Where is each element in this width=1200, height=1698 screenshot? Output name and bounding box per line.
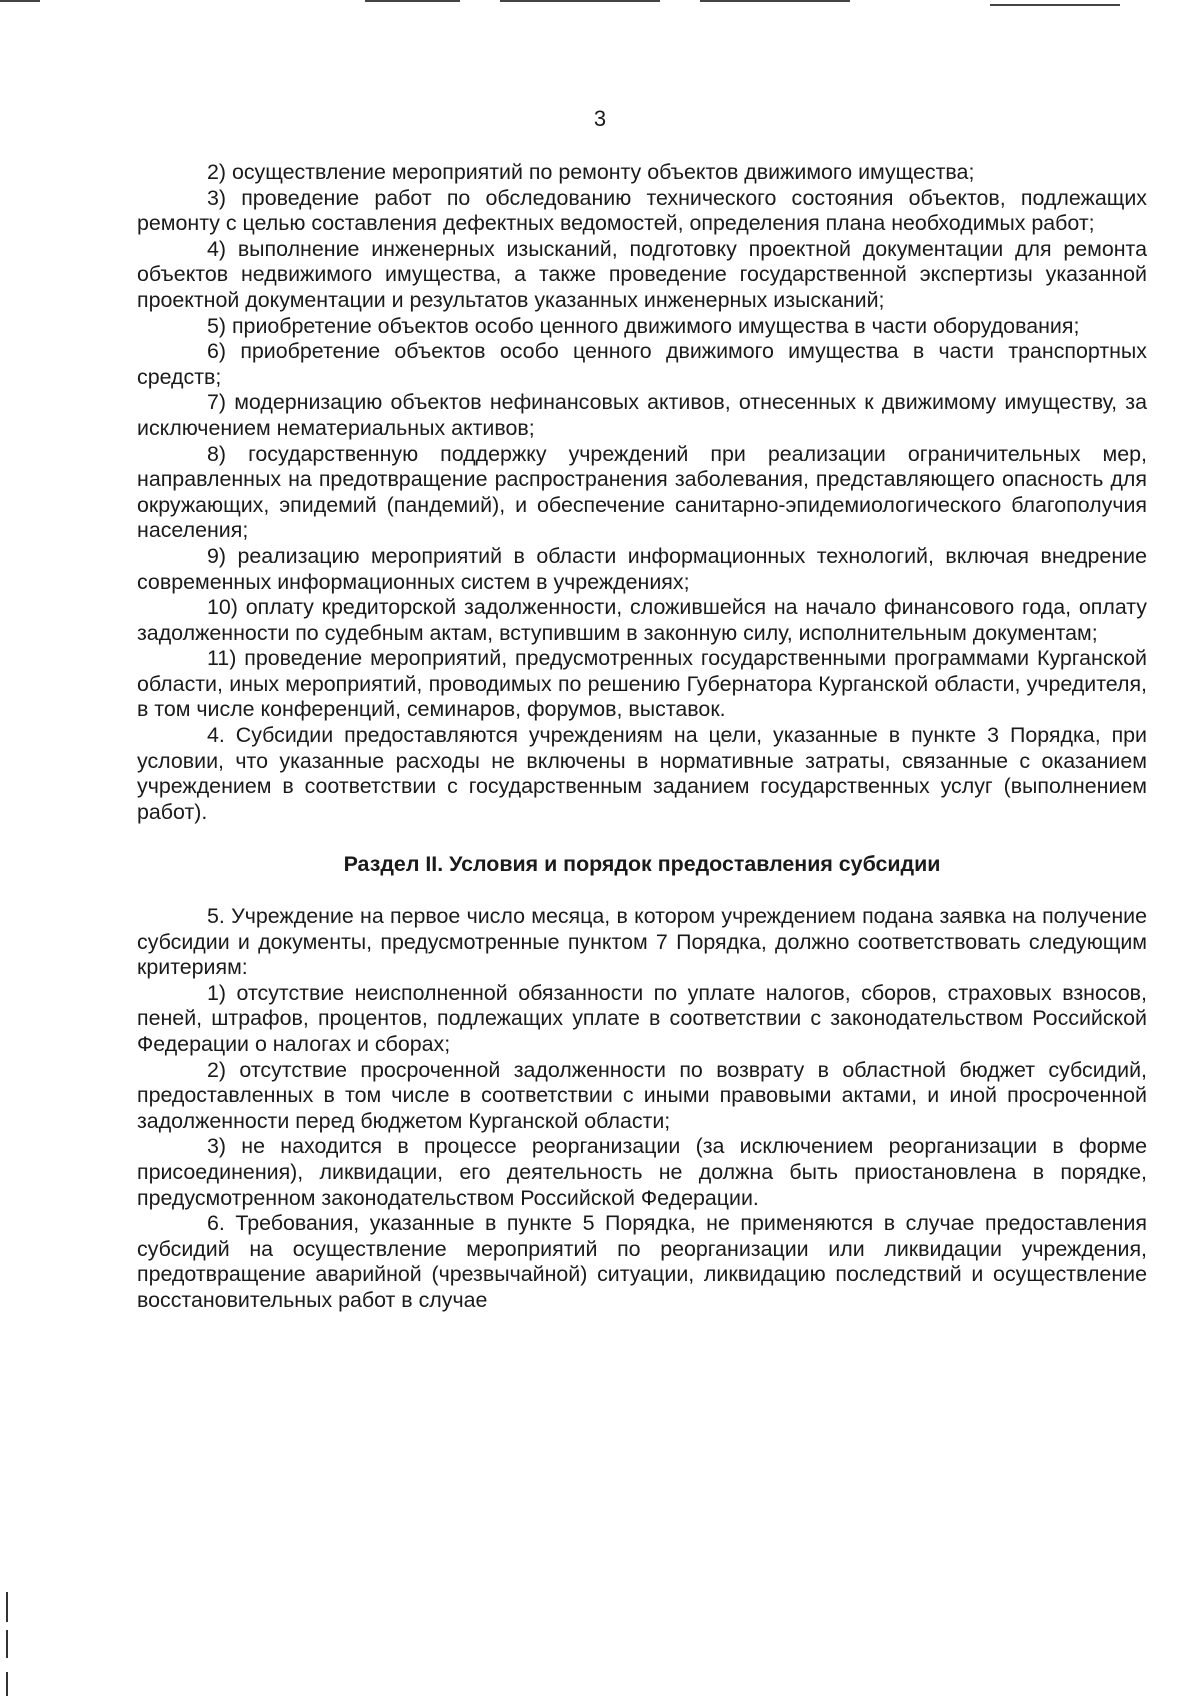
paragraph: 3) проведение работ по обследованию технического состояния объектов, подлежащих ремонту с целью составления дефектных ведомостей, определения плана необходимых работ; [137,185,1147,236]
paragraph: 5. Учреждение на первое число месяца, в котором учреждением подана заявка на получение субсидии и документы, предусмотренные пунктом 7 Порядка, должно соответствовать следующим критериям: [137,904,1147,980]
scan-edge-mark [700,0,850,2]
paragraph: 6) приобретение объектов особо ценного движимого имущества в части транспортных средств; [137,339,1147,389]
scan-edge-mark [6,1630,8,1658]
paragraph: 3) не находится в процессе реорганизации (за исключением реорганизации в форме присоединения), ликвидации, его деятельность не должна быть приостановлена в порядке, предусмотренном законодательством Российской Федерации. [137,1134,1147,1210]
paragraph: 2) осуществление мероприятий по ремонту объектов движимого имущества; [207,160,975,184]
scan-edge-mark [6,1592,8,1622]
paragraph: 9) реализацию мероприятий в области информационных технологий, включая внедрение современных информационных систем в учреждениях; [137,543,1147,594]
page-number: 3 [593,106,607,131]
scan-edge-mark [0,0,40,2]
document-body [137,160,1147,1314]
paragraph: 2) отсутствие просроченной задолженности по возврату в областной бюджет субсидий, предоставленных в том числе в соответствии с иными правовыми актами, и иной просроченной задолженности перед бюджетом Курганской области; [137,1057,1147,1133]
paragraph: 10) оплату кредиторской задолженности, сложившейся на начало финансового года, оплату задолженности по судебным актам, вступившим в законную силу, исполнительным документам; [137,595,1147,645]
scan-edge-mark [365,0,460,2]
section-heading: Раздел II. Условия и порядок предоставления субсидии [343,852,941,877]
scan-edge-mark [6,1672,8,1696]
paragraph: 1) отсутствие неисполненной обязанности по уплате налогов, сборов, страховых взносов, пеней, штрафов, процентов, подлежащих уплате в соответствии с законодательством Российской Федерации о налогах и сборах; [137,980,1147,1056]
paragraph: 8) государственную поддержку учреждений при реализации ограничительных мер, направленных на предотвращение распространения заболевания, представляющего опасность для окружающих, эпидемий (пандемий), и обеспечение санитарно-эпидемиологического благополучия населения; [137,441,1147,543]
paragraph: 7) модернизацию объектов нефинансовых активов, отнесенных к движимому имуществу, за исключением нематериальных активов; [137,390,1147,440]
scan-edge-mark [990,4,1120,6]
paragraph: 11) проведение мероприятий, предусмотренных государственными программами Курганской области, иных мероприятий, проводимых по решению Губернатора Курганской области, учредителя, в том числе конференций, семинаров, форумов, выставок. [137,646,1147,722]
paragraph: 4. Субсидии предоставляются учреждениям на цели, указанные в пункте 3 Порядка, при условии, что указанные расходы не включены в нормативные затраты, связанные с оказанием учреждением в соответствии с государственным заданием государственных услуг (выполнением работ). [137,723,1147,824]
paragraph: 5) приобретение объектов особо ценного движимого имущества в части оборудования; [207,313,1080,338]
paragraph: 4) выполнение инженерных изысканий, подготовку проектной документации для ремонта объектов недвижимого имущества, а также проведение государственной экспертизы указанной проектной документации и результатов указанных инженерных изысканий; [137,236,1147,312]
scan-edge-mark [500,0,660,2]
paragraph: 6. Требования, указанные в пункте 5 Порядка, не применяются в случае предоставления субсидий на осуществление мероприятий по реорганизации или ликвидации учреждения, предотвращение аварийной (чрезвычайной) ситуации, ликвидацию последствий и осуществление восстановительных работ в случае [137,1211,1147,1312]
